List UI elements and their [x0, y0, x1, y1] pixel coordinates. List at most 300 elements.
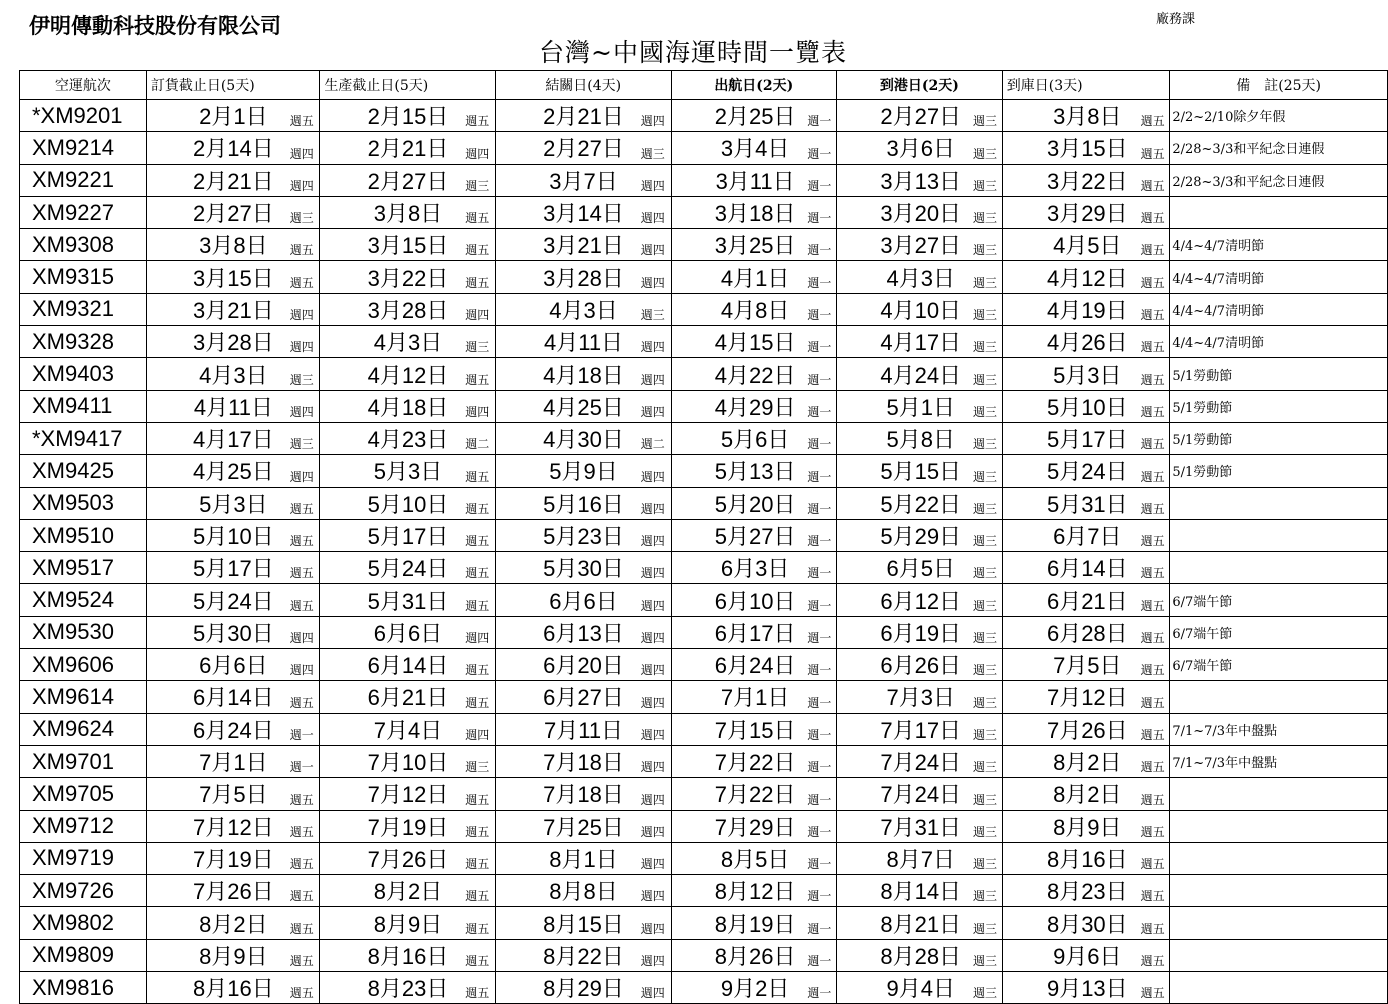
production-cutoff-date: 8月9日	[373, 911, 443, 937]
order-cutoff-date: 5月3日	[199, 491, 268, 517]
col-header-arrival-port: 到港日(2天)	[837, 71, 1003, 100]
sailing-date: 3月4日	[720, 136, 790, 162]
warehouse-date: 8月30日	[1046, 911, 1128, 937]
sailing-date-cell	[671, 164, 803, 196]
production-cutoff-weekday: 週四	[460, 713, 496, 745]
warehouse-date-cell	[1002, 229, 1136, 261]
sailing-date-cell	[671, 455, 803, 487]
customs-date-cell	[495, 584, 635, 616]
sailing-date-cell	[671, 810, 803, 842]
voyage-cell: XM9214	[20, 132, 147, 164]
warehouse-weekday: 週五	[1136, 422, 1170, 454]
order-cutoff-date: 4月3日	[199, 362, 268, 388]
order-cutoff-weekday: 週五	[284, 939, 320, 971]
production-cutoff-date-cell	[320, 196, 460, 228]
customs-date-cell	[495, 810, 635, 842]
arrival-port-weekday: 週三	[968, 616, 1002, 648]
customs-date: 8月29日	[543, 976, 624, 1002]
remark-cell: 7/1~7/3年中盤點	[1170, 745, 1388, 777]
remark-cell: 2/28~3/3和平紀念日連假	[1170, 132, 1388, 164]
arrival-port-date-cell	[837, 713, 969, 745]
order-cutoff-date-cell	[146, 972, 284, 1004]
table-row	[20, 519, 1388, 551]
remark-cell	[1170, 875, 1388, 907]
voyage-cell: XM9503	[20, 487, 147, 519]
arrival-port-date: 5月29日	[880, 524, 962, 549]
production-cutoff-weekday: 週四	[460, 293, 496, 325]
sailing-date-cell	[671, 552, 803, 584]
customs-weekday: 週四	[635, 681, 671, 713]
production-cutoff-date: 5月24日	[367, 556, 449, 582]
customs-weekday: 週四	[635, 519, 671, 551]
arrival-port-date: 7月31日	[880, 814, 962, 840]
warehouse-date: 8月23日	[1046, 879, 1128, 905]
warehouse-weekday: 週五	[1136, 745, 1170, 777]
sailing-weekday: 週一	[803, 293, 837, 325]
warehouse-weekday: 週五	[1136, 326, 1170, 358]
production-cutoff-date-cell	[320, 552, 460, 584]
production-cutoff-weekday: 週五	[460, 261, 496, 293]
arrival-port-date-cell	[837, 778, 969, 810]
warehouse-date-cell	[1002, 100, 1136, 132]
arrival-port-date-cell	[837, 487, 969, 519]
sailing-date-cell	[671, 972, 803, 1004]
warehouse-weekday: 週五	[1136, 875, 1170, 907]
sailing-date-cell	[671, 358, 803, 390]
order-cutoff-date-cell	[146, 584, 284, 616]
sailing-weekday: 週一	[803, 745, 837, 777]
sailing-weekday: 週一	[803, 229, 837, 261]
arrival-port-date: 3月6日	[886, 136, 955, 162]
production-cutoff-date: 8月16日	[367, 943, 449, 969]
remark-cell: 4/4~4/7清明節	[1170, 293, 1388, 325]
production-cutoff-weekday: 週五	[460, 455, 496, 487]
customs-date: 3月14日	[543, 201, 624, 227]
col-header-customs: 結關日(4天)	[495, 71, 671, 100]
arrival-port-date: 7月24日	[880, 782, 962, 808]
production-cutoff-weekday: 週五	[460, 810, 496, 842]
customs-date-cell	[495, 293, 635, 325]
voyage-cell: XM9524	[20, 584, 147, 616]
department-label: 廠務課	[1156, 12, 1196, 27]
order-cutoff-weekday: 週五	[284, 229, 320, 261]
warehouse-date-cell	[1002, 552, 1136, 584]
warehouse-date-cell	[1002, 778, 1136, 810]
production-cutoff-date-cell	[320, 649, 460, 681]
arrival-port-weekday: 週三	[968, 487, 1002, 519]
warehouse-weekday: 週五	[1136, 649, 1170, 681]
production-cutoff-date: 2月21日	[367, 136, 449, 162]
production-cutoff-date: 2月27日	[367, 168, 449, 194]
production-cutoff-weekday: 週五	[460, 196, 496, 228]
arrival-port-weekday: 週三	[968, 745, 1002, 777]
customs-date: 8月1日	[549, 846, 618, 872]
page-title-text: 台灣~中國海運時間一覽表	[539, 38, 847, 67]
order-cutoff-date-cell	[146, 261, 284, 293]
order-cutoff-date: 6月6日	[199, 653, 268, 679]
customs-date: 6月27日	[543, 685, 624, 711]
production-cutoff-date: 8月23日	[367, 976, 449, 1002]
order-cutoff-date-cell	[146, 326, 284, 358]
warehouse-date-cell	[1002, 358, 1136, 390]
remark-cell	[1170, 778, 1388, 810]
warehouse-date: 5月10日	[1046, 394, 1128, 420]
sailing-weekday: 週一	[803, 487, 837, 519]
order-cutoff-date-cell	[146, 745, 284, 777]
production-cutoff-date: 2月15日	[367, 104, 449, 130]
sailing-weekday: 週一	[803, 907, 837, 939]
sailing-weekday: 週一	[803, 100, 837, 132]
arrival-port-date: 5月8日	[886, 427, 955, 453]
voyage-cell: XM9712	[20, 810, 147, 842]
arrival-port-date-cell	[837, 132, 969, 164]
order-cutoff-date-cell	[146, 875, 284, 907]
warehouse-date: 9月6日	[1053, 943, 1122, 969]
order-cutoff-date: 5月30日	[193, 620, 274, 646]
production-cutoff-weekday: 週五	[460, 552, 496, 584]
arrival-port-date-cell	[837, 681, 969, 713]
warehouse-date-cell	[1002, 164, 1136, 196]
voyage-cell: XM9328	[20, 326, 147, 358]
table-body	[20, 100, 1388, 1004]
order-cutoff-date: 4月11日	[193, 394, 273, 420]
order-cutoff-date: 7月19日	[193, 846, 274, 872]
production-cutoff-date-cell	[320, 390, 460, 422]
arrival-port-weekday: 週三	[968, 229, 1002, 261]
voyage-cell: XM9809	[20, 939, 147, 971]
order-cutoff-date: 2月21日	[193, 168, 274, 194]
warehouse-weekday: 週五	[1136, 778, 1170, 810]
warehouse-date-cell	[1002, 907, 1136, 939]
table-row	[20, 939, 1388, 971]
order-cutoff-date-cell	[146, 455, 284, 487]
order-cutoff-weekday: 週五	[284, 100, 320, 132]
arrival-port-date-cell	[837, 939, 969, 971]
warehouse-date-cell	[1002, 681, 1136, 713]
table-row	[20, 487, 1388, 519]
arrival-port-weekday: 週三	[968, 713, 1002, 745]
order-cutoff-weekday: 週三	[284, 422, 320, 454]
sailing-date: 4月15日	[714, 330, 796, 356]
sailing-date-cell	[671, 326, 803, 358]
sailing-weekday: 週一	[803, 649, 837, 681]
warehouse-date-cell	[1002, 422, 1136, 454]
production-cutoff-date: 7月12日	[367, 782, 449, 808]
production-cutoff-date: 5月3日	[373, 459, 443, 485]
customs-date: 8月8日	[549, 879, 618, 905]
table-row	[20, 132, 1388, 164]
order-cutoff-date-cell	[146, 552, 284, 584]
customs-weekday: 週四	[635, 939, 671, 971]
customs-date: 5月23日	[543, 524, 624, 549]
customs-date-cell	[495, 358, 635, 390]
sailing-date: 4月29日	[714, 394, 796, 420]
production-cutoff-date: 3月22日	[367, 265, 449, 291]
order-cutoff-weekday: 週五	[284, 875, 320, 907]
warehouse-date-cell	[1002, 196, 1136, 228]
arrival-port-weekday: 週三	[968, 584, 1002, 616]
customs-weekday: 週四	[635, 229, 671, 261]
arrival-port-date: 9月4日	[886, 976, 955, 1002]
warehouse-date-cell	[1002, 875, 1136, 907]
order-cutoff-date: 7月26日	[193, 879, 274, 905]
warehouse-date-cell	[1002, 487, 1136, 519]
customs-date-cell	[495, 778, 635, 810]
warehouse-weekday: 週五	[1136, 939, 1170, 971]
customs-weekday: 週四	[635, 164, 671, 196]
table-row	[20, 326, 1388, 358]
warehouse-date-cell	[1002, 939, 1136, 971]
production-cutoff-date: 6月6日	[373, 620, 443, 646]
order-cutoff-date: 7月5日	[199, 782, 268, 808]
production-cutoff-date: 7月4日	[373, 717, 443, 743]
sailing-date-cell	[671, 390, 803, 422]
order-cutoff-date: 7月1日	[199, 750, 268, 776]
order-cutoff-weekday: 週四	[284, 649, 320, 681]
customs-date: 2月27日	[543, 136, 624, 162]
production-cutoff-date: 3月15日	[367, 233, 449, 259]
production-cutoff-weekday: 週四	[460, 616, 496, 648]
customs-weekday: 週四	[635, 745, 671, 777]
table-row	[20, 616, 1388, 648]
arrival-port-weekday: 週三	[968, 907, 1002, 939]
sailing-date-cell	[671, 132, 803, 164]
warehouse-date-cell	[1002, 842, 1136, 874]
sailing-date: 8月12日	[714, 879, 796, 905]
order-cutoff-date-cell	[146, 487, 284, 519]
customs-date-cell	[495, 390, 635, 422]
sailing-weekday: 週一	[803, 164, 837, 196]
order-cutoff-weekday: 週五	[284, 681, 320, 713]
warehouse-date: 6月7日	[1053, 524, 1122, 549]
customs-date: 3月28日	[543, 265, 624, 291]
arrival-port-date-cell	[837, 358, 969, 390]
sailing-date: 7月1日	[720, 685, 790, 711]
customs-date: 5月30日	[543, 556, 624, 582]
production-cutoff-weekday: 週五	[460, 519, 496, 551]
production-cutoff-date: 7月19日	[367, 814, 449, 840]
remark-cell	[1170, 939, 1388, 971]
remark-cell: 6/7端午節	[1170, 616, 1388, 648]
arrival-port-weekday: 週三	[968, 422, 1002, 454]
production-cutoff-date-cell	[320, 778, 460, 810]
arrival-port-date: 6月5日	[886, 556, 955, 582]
order-cutoff-date-cell	[146, 939, 284, 971]
customs-date-cell	[495, 100, 635, 132]
voyage-cell: XM9530	[20, 616, 147, 648]
sailing-weekday: 週一	[803, 681, 837, 713]
arrival-port-weekday: 週三	[968, 196, 1002, 228]
customs-date: 7月18日	[543, 750, 624, 776]
sailing-date-cell	[671, 616, 803, 648]
customs-weekday: 週二	[635, 422, 671, 454]
customs-date: 6月20日	[543, 653, 624, 679]
customs-weekday: 週四	[635, 326, 671, 358]
order-cutoff-date-cell	[146, 907, 284, 939]
table-row	[20, 810, 1388, 842]
customs-date: 7月25日	[543, 814, 624, 840]
production-cutoff-date-cell	[320, 875, 460, 907]
table-row	[20, 390, 1388, 422]
table-row	[20, 681, 1388, 713]
col-header-production-cutoff: 生產截止日(5天)	[320, 71, 496, 100]
warehouse-weekday: 週五	[1136, 229, 1170, 261]
customs-weekday: 週四	[635, 649, 671, 681]
warehouse-date: 8月16日	[1046, 846, 1128, 872]
order-cutoff-date-cell	[146, 422, 284, 454]
customs-date: 4月30日	[543, 427, 624, 453]
sailing-date: 7月22日	[714, 750, 796, 776]
order-cutoff-date: 8月9日	[199, 943, 268, 969]
customs-weekday: 週四	[635, 487, 671, 519]
warehouse-weekday: 週五	[1136, 487, 1170, 519]
remark-cell: 7/1~7/3年中盤點	[1170, 713, 1388, 745]
sailing-date-cell	[671, 713, 803, 745]
order-cutoff-weekday: 週五	[284, 778, 320, 810]
order-cutoff-date-cell	[146, 649, 284, 681]
warehouse-date-cell	[1002, 132, 1136, 164]
customs-weekday: 週四	[635, 455, 671, 487]
table-row	[20, 649, 1388, 681]
customs-date: 5月16日	[543, 491, 624, 517]
table-row	[20, 875, 1388, 907]
customs-date-cell	[495, 455, 635, 487]
customs-date: 7月11日	[543, 717, 624, 743]
voyage-cell: XM9816	[20, 972, 147, 1004]
customs-date-cell	[495, 842, 635, 874]
arrival-port-date-cell	[837, 810, 969, 842]
sailing-date: 4月1日	[720, 265, 790, 291]
order-cutoff-date-cell	[146, 616, 284, 648]
voyage-cell: XM9606	[20, 649, 147, 681]
sailing-date-cell	[671, 875, 803, 907]
customs-date-cell	[495, 422, 635, 454]
sailing-date: 3月11日	[715, 168, 795, 194]
sailing-date-cell	[671, 842, 803, 874]
production-cutoff-date: 3月8日	[373, 201, 443, 227]
sailing-date-cell	[671, 745, 803, 777]
customs-date: 3月7日	[549, 168, 618, 194]
production-cutoff-date-cell	[320, 422, 460, 454]
warehouse-date-cell	[1002, 261, 1136, 293]
production-cutoff-weekday: 週四	[460, 390, 496, 422]
order-cutoff-weekday: 週五	[284, 584, 320, 616]
warehouse-date: 8月2日	[1053, 782, 1122, 808]
warehouse-date: 6月14日	[1046, 556, 1128, 582]
table-row	[20, 261, 1388, 293]
arrival-port-date: 3月20日	[880, 201, 962, 227]
col-header-sailing: 出航日(2天)	[671, 71, 837, 100]
warehouse-date: 9月13日	[1046, 976, 1128, 1002]
voyage-cell: XM9517	[20, 552, 147, 584]
sailing-weekday: 週一	[803, 584, 837, 616]
arrival-port-date: 4月3日	[886, 265, 955, 291]
header-row	[20, 71, 1388, 100]
page-title	[0, 33, 1388, 69]
sailing-weekday: 週一	[803, 552, 837, 584]
order-cutoff-date: 8月2日	[199, 911, 268, 937]
sailing-date-cell	[671, 681, 803, 713]
warehouse-date-cell	[1002, 616, 1136, 648]
customs-date-cell	[495, 326, 635, 358]
order-cutoff-weekday: 週四	[284, 455, 320, 487]
arrival-port-date-cell	[837, 745, 969, 777]
warehouse-date: 3月22日	[1046, 168, 1128, 194]
production-cutoff-weekday: 週四	[460, 132, 496, 164]
order-cutoff-weekday: 週五	[284, 261, 320, 293]
customs-date-cell	[495, 972, 635, 1004]
arrival-port-date: 7月3日	[886, 685, 955, 711]
arrival-port-date-cell	[837, 519, 969, 551]
sailing-date-cell	[671, 293, 803, 325]
sailing-date-cell	[671, 939, 803, 971]
order-cutoff-date-cell	[146, 713, 284, 745]
production-cutoff-date-cell	[320, 261, 460, 293]
customs-weekday: 週四	[635, 907, 671, 939]
customs-weekday: 週四	[635, 261, 671, 293]
order-cutoff-date: 4月25日	[193, 459, 274, 485]
warehouse-date-cell	[1002, 390, 1136, 422]
sailing-weekday: 週一	[803, 422, 837, 454]
production-cutoff-weekday: 週五	[460, 939, 496, 971]
order-cutoff-weekday: 週五	[284, 810, 320, 842]
customs-date-cell	[495, 164, 635, 196]
arrival-port-date: 3月27日	[880, 233, 962, 259]
customs-date-cell	[495, 875, 635, 907]
production-cutoff-date: 5月31日	[367, 588, 449, 614]
order-cutoff-date: 6月24日	[193, 717, 274, 743]
col-header-warehouse: 到庫日(3天)	[1002, 71, 1170, 100]
arrival-port-weekday: 週三	[968, 132, 1002, 164]
order-cutoff-date-cell	[146, 810, 284, 842]
order-cutoff-date-cell	[146, 778, 284, 810]
arrival-port-date-cell	[837, 196, 969, 228]
order-cutoff-date-cell	[146, 164, 284, 196]
arrival-port-date: 8月7日	[886, 846, 955, 872]
sailing-date: 7月15日	[714, 717, 796, 743]
customs-date-cell	[495, 487, 635, 519]
order-cutoff-date-cell	[146, 681, 284, 713]
order-cutoff-weekday: 週四	[284, 132, 320, 164]
production-cutoff-date: 3月28日	[367, 297, 449, 323]
arrival-port-weekday: 週三	[968, 778, 1002, 810]
remark-cell	[1170, 842, 1388, 874]
production-cutoff-weekday: 週三	[460, 745, 496, 777]
customs-date: 4月25日	[543, 394, 624, 420]
col-header-voyage: 空運航次	[20, 71, 147, 100]
order-cutoff-weekday: 週五	[284, 519, 320, 551]
production-cutoff-date-cell	[320, 972, 460, 1004]
customs-date: 6月6日	[549, 588, 618, 614]
warehouse-date-cell	[1002, 455, 1136, 487]
arrival-port-date-cell	[837, 422, 969, 454]
customs-weekday: 週四	[635, 358, 671, 390]
order-cutoff-weekday: 週四	[284, 164, 320, 196]
customs-weekday: 週四	[635, 810, 671, 842]
warehouse-date-cell	[1002, 810, 1136, 842]
warehouse-weekday: 週五	[1136, 455, 1170, 487]
customs-weekday: 週三	[635, 132, 671, 164]
sailing-date-cell	[671, 261, 803, 293]
remark-cell: 2/28~3/3和平紀念日連假	[1170, 164, 1388, 196]
production-cutoff-date-cell	[320, 713, 460, 745]
voyage-cell: XM9321	[20, 293, 147, 325]
production-cutoff-date-cell	[320, 810, 460, 842]
production-cutoff-date: 4月23日	[367, 427, 449, 453]
warehouse-date: 3月29日	[1046, 201, 1128, 227]
voyage-cell: XM9308	[20, 229, 147, 261]
production-cutoff-weekday: 週五	[460, 649, 496, 681]
